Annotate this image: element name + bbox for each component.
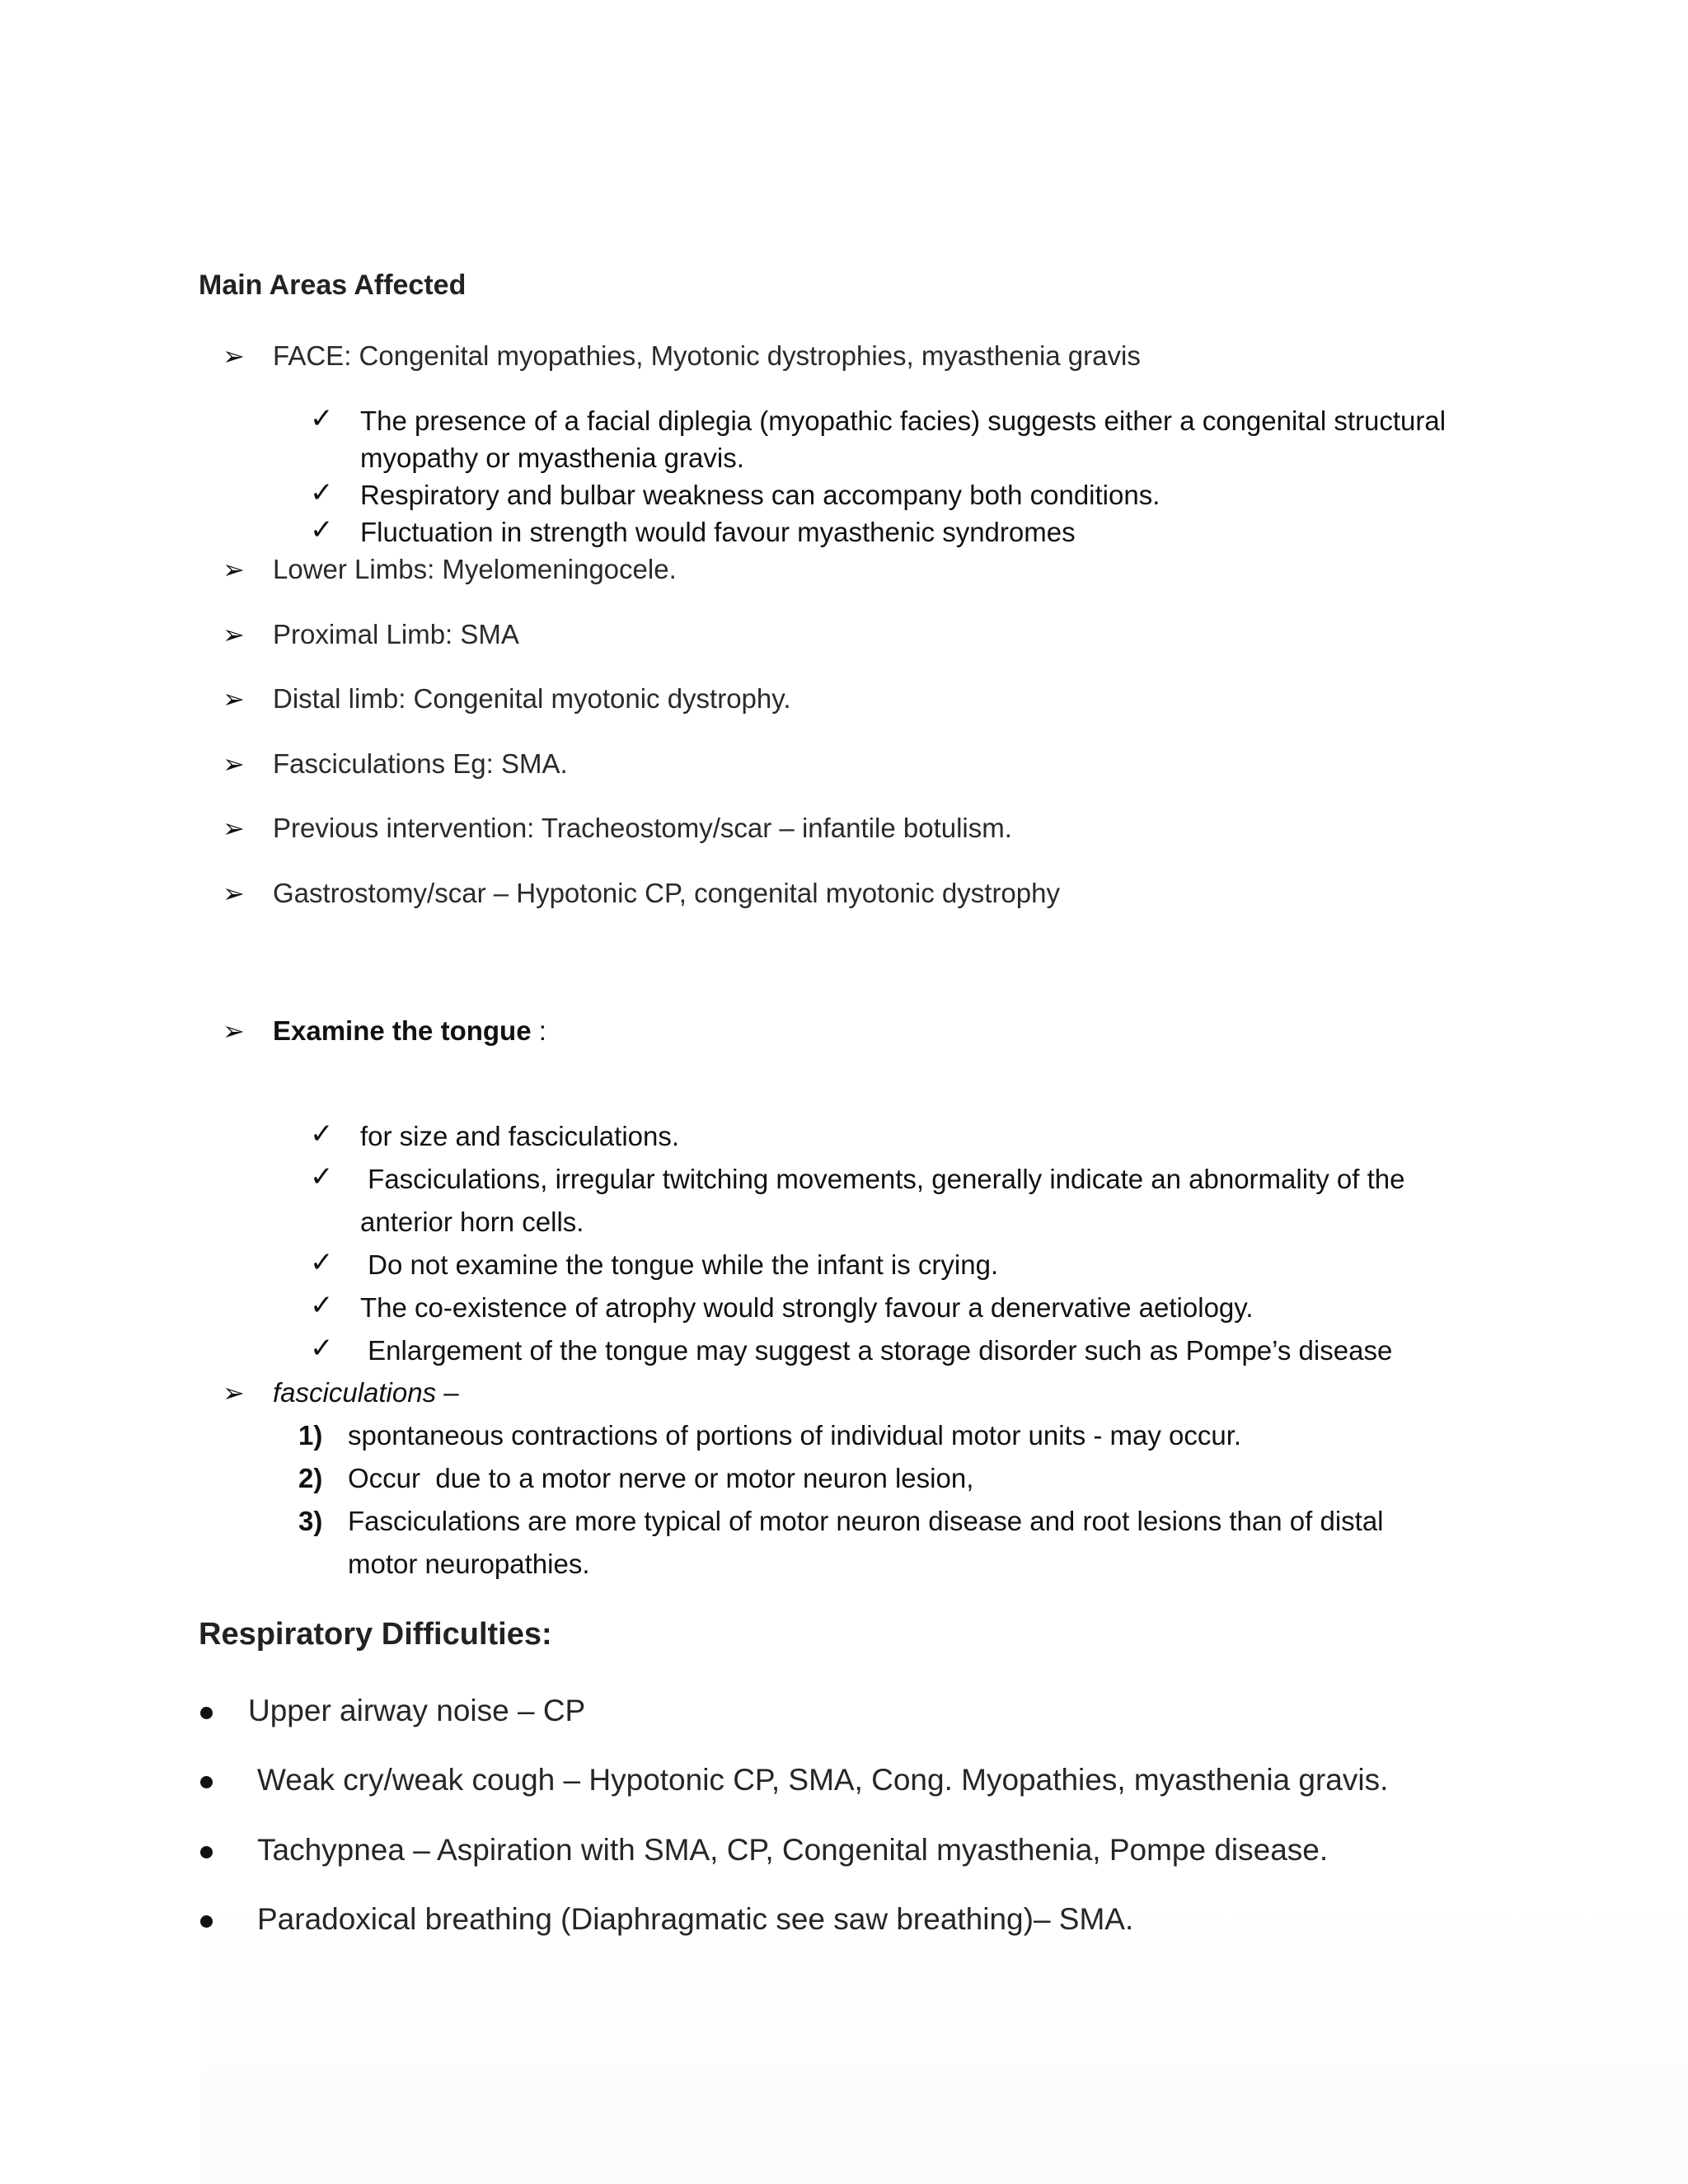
list-item-face-check-cont: myopathy or myasthenia gravis. [360, 443, 744, 473]
list-item: Previous intervention: Tracheostomy/scar – infantile botulism. [273, 813, 1012, 843]
list-item-tongue-check: for size and fasciculations. [360, 1121, 680, 1151]
arrow-bullet-icon: ➢ [223, 1016, 245, 1046]
list-item-tongue-check-cont: anterior horn cells. [360, 1207, 584, 1237]
bullet-dot-icon [200, 1915, 213, 1928]
arrow-bullet-icon: ➢ [223, 749, 245, 779]
list-item-face-check: Respiratory and bulbar weakness can accompany both conditions. [360, 480, 1160, 510]
arrow-bullet-icon: ➢ [223, 684, 245, 714]
list-item-face-check: The presence of a facial diplegia (myopathic facies) suggests either a congenital structural [360, 405, 1447, 436]
section-heading-main-areas: Main Areas Affected [199, 269, 467, 301]
fasciculations-label: fasciculations [273, 1377, 437, 1408]
list-item: Distal limb: Congenital myotonic dystrophy. [273, 683, 791, 714]
bullet-item: Tachypnea – Aspiration with SMA, CP, Congenital myasthenia, Pompe disease. [257, 1833, 1329, 1867]
arrow-bullet-icon: ➢ [223, 341, 245, 371]
check-bullet-icon: ✓ [310, 477, 334, 509]
tongue-label: Examine the tongue [273, 1015, 532, 1046]
arrow-bullet-icon: ➢ [223, 879, 245, 908]
bullet-item: Paradoxical breathing (Diaphragmatic see saw breathing)– SMA. [257, 1902, 1134, 1936]
list-item: Lower Limbs: Myelomeningocele. [273, 554, 677, 584]
list-item: Proximal Limb: SMA [273, 619, 519, 649]
section-heading-respiratory: Respiratory Difficulties: [199, 1617, 552, 1652]
arrow-bullet-icon: ➢ [223, 555, 245, 584]
list-item: Fasciculations Eg: SMA. [273, 748, 568, 779]
page-shade [201, 1896, 1688, 2184]
tongue-label-suffix: : [531, 1015, 546, 1046]
list-item-tongue-check: Do not examine the tongue while the infant is crying. [360, 1249, 999, 1280]
list-item-fasciculations [273, 1377, 459, 1408]
list-number: 1) [298, 1420, 323, 1451]
list-item-face: FACE: Congenital myopathies, Myotonic dystrophies, myasthenia gravis [273, 340, 1141, 371]
check-bullet-icon: ✓ [310, 514, 334, 546]
fasciculations-suffix: – [436, 1377, 459, 1408]
arrow-bullet-icon: ➢ [223, 620, 245, 649]
arrow-bullet-icon: ➢ [223, 813, 245, 843]
check-bullet-icon: ✓ [310, 1290, 334, 1321]
list-item-tongue-check: Fasciculations, irregular twitching movements, generally indicate an abnormality of the [360, 1164, 1405, 1194]
check-bullet-icon: ✓ [310, 403, 334, 434]
check-bullet-icon: ✓ [310, 1161, 334, 1193]
bullet-dot-icon [200, 1846, 213, 1858]
bullet-dot-icon [200, 1776, 213, 1788]
list-item: Gastrostomy/scar – Hypotonic CP, congenital myotonic dystrophy [273, 878, 1060, 908]
list-item-tongue [273, 1015, 546, 1047]
list-number: 2) [298, 1463, 323, 1493]
check-bullet-icon: ✓ [310, 1247, 334, 1278]
list-number: 3) [298, 1506, 323, 1536]
bullet-item: Upper airway noise – CP [248, 1694, 586, 1727]
numbered-item: Fasciculations are more typical of motor neuron disease and root lesions than of distal [348, 1506, 1384, 1536]
check-bullet-icon: ✓ [310, 1333, 334, 1364]
numbered-item: spontaneous contractions of portions of individual motor units - may occur. [348, 1420, 1242, 1451]
list-item-face-check: Fluctuation in strength would favour myasthenic syndromes [360, 517, 1076, 547]
bullet-item: Weak cry/weak cough – Hypotonic CP, SMA, Cong. Myopathies, myasthenia gravis. [257, 1763, 1389, 1797]
bullet-dot-icon [200, 1707, 213, 1719]
arrow-bullet-icon: ➢ [223, 1378, 245, 1408]
numbered-item: Occur due to a motor nerve or motor neuron lesion, [348, 1463, 974, 1493]
numbered-item-cont: motor neuropathies. [348, 1549, 590, 1579]
list-item-tongue-check: Enlargement of the tongue may suggest a storage disorder such as Pompe’s disease [360, 1335, 1393, 1366]
check-bullet-icon: ✓ [310, 1118, 334, 1150]
list-item-tongue-check: The co-existence of atrophy would strongly favour a denervative aetiology. [360, 1292, 1254, 1323]
